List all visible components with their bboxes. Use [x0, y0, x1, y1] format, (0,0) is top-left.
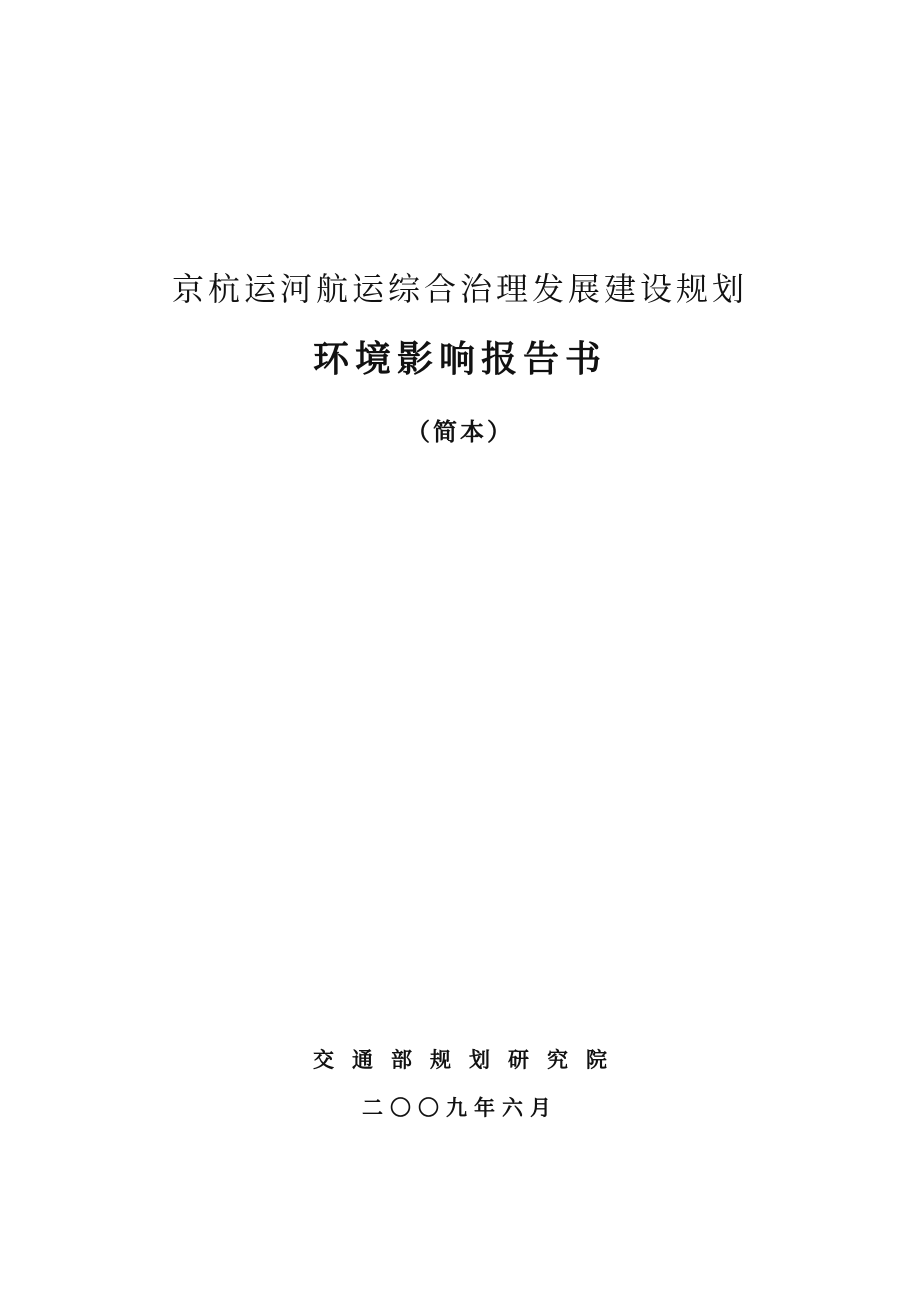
document-title: 京杭运河航运综合治理发展建设规划: [171, 270, 748, 308]
edition-note: （简本）: [406, 417, 514, 446]
organization-name: 交通部规划研究院: [313, 1047, 625, 1072]
publication-date: 二〇〇九年六月: [362, 1095, 558, 1120]
document-subtitle: 环境影响报告书: [312, 338, 607, 380]
